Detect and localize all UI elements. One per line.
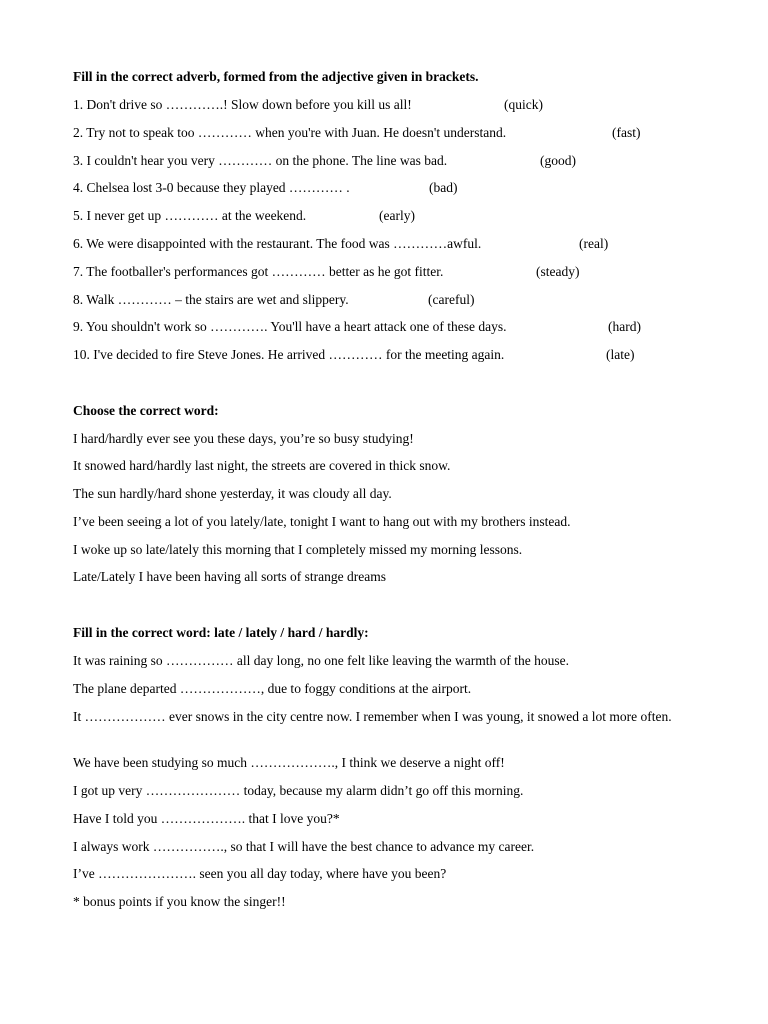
choice-item-3: The sun hardly/hard shone yesterday, it was cloudy all day. [73,486,392,501]
exercise-hint-7: (steady) [536,264,580,279]
exercise-item-4: 4. Chelsea lost 3-0 because they played ………… . [73,180,350,195]
section1-heading: Fill in the correct adverb, formed from the adjective given in brackets. [73,69,479,84]
exercise-item-1: 1. Don't drive so ………….! Slow down before you kill us all! [73,97,412,112]
choice-item-5: I woke up so late/lately this morning that I completely missed my morning lessons. [73,542,523,557]
exercise-item-3: 3. I couldn't hear you very ………… on the phone. The line was bad. [73,153,448,168]
exercise-item-8: 8. Walk ………… – the stairs are wet and slippery. [73,292,349,307]
choice-item-1: I hard/hardly ever see you these days, you’re so busy studying! [73,431,414,446]
fill-item-2: The plane departed ………………, due to foggy conditions at the airport. [73,681,472,696]
exercise-hint-2: (fast) [612,125,641,140]
exercise-item-7: 7. The footballer's performances got ………… better as he got fitter. [73,264,444,279]
exercise-hint-4: (bad) [429,180,458,195]
exercise-item-6: 6. We were disappointed with the restaurant. The food was …………awful. [73,236,482,251]
exercise-hint-1: (quick) [504,97,543,112]
exercise-item-5: 5. I never get up ………… at the weekend. [73,208,307,223]
fill-item-8: I’ve …………………. seen you all day today, where have you been? [73,866,447,881]
exercise-hint-10: (late) [606,347,635,362]
bonus-note: * bonus points if you know the singer!! [73,894,286,909]
exercise-hint-9: (hard) [608,319,641,334]
exercise-hint-3: (good) [540,153,576,168]
fill-item-4: We have been studying so much ………………., I think we deserve a night off! [73,755,505,770]
choice-item-4: I’ve been seeing a lot of you lately/late, tonight I want to hang out with my brothers instead. [73,514,571,529]
fill-item-7: I always work ……………., so that I will have the best chance to advance my career. [73,839,535,854]
exercise-hint-8: (careful) [428,292,475,307]
fill-item-5: I got up very ………………… today, because my alarm didn’t go off this morning. [73,783,524,798]
choice-item-2: It snowed hard/hardly last night, the streets are covered in thick snow. [73,458,451,473]
exercise-hint-6: (real) [579,236,609,251]
fill-item-3: It ……………… ever snows in the city centre now. I remember when I was young, it snowed a lot more often. [73,709,672,724]
exercise-item-10: 10. I've decided to fire Steve Jones. He arrived ………… for the meeting again. [73,347,505,362]
choice-item-6: Late/Lately I have been having all sorts of strange dreams [73,569,387,584]
fill-item-1: It was raining so …………… all day long, no one felt like leaving the warmth of the house. [73,653,570,668]
exercise-item-2: 2. Try not to speak too ………… when you're with Juan. He doesn't understand. [73,125,507,140]
exercise-item-9: 9. You shouldn't work so …………. You'll have a heart attack one of these days. [73,319,507,334]
fill-item-6: Have I told you ………………. that I love you?* [73,811,340,826]
section2-heading: Choose the correct word: [73,403,219,418]
exercise-hint-5: (early) [379,208,415,223]
section3-heading: Fill in the correct word: late / lately / hard / hardly: [73,625,369,640]
